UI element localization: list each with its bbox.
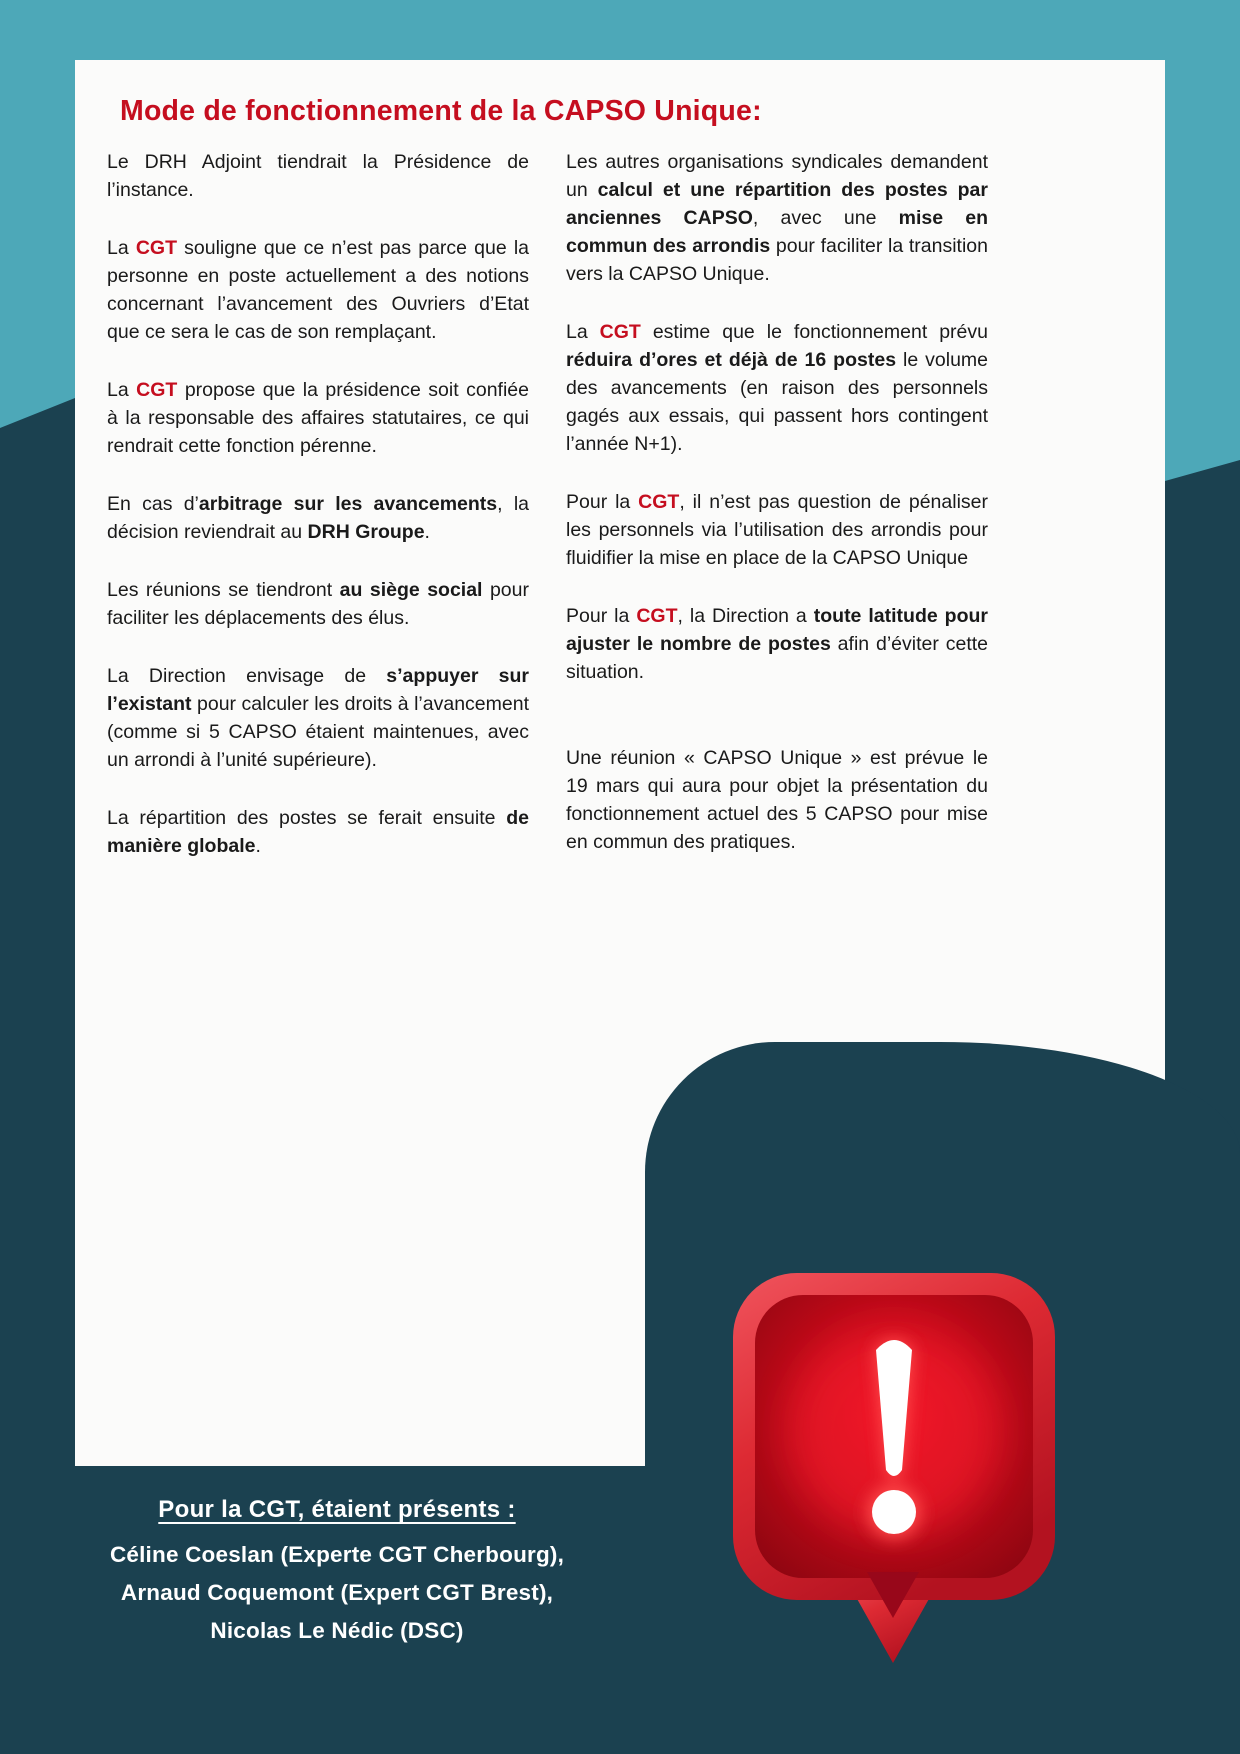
text-segment: Une réunion « CAPSO Unique » est prévue le 19 mars qui aura pour objet la présentation du fonctionnement actuel des 5 CAPSO pour mise en commun des pratiques. xyxy=(566,747,988,854)
text-segment: pour faciliter les déplacements des élus. xyxy=(107,579,529,630)
alert-exclamation-icon xyxy=(726,1266,1062,1670)
left-column xyxy=(107,148,529,890)
text-segment: La Direction envisage de xyxy=(107,665,387,688)
paragraph xyxy=(107,662,529,774)
paragraph xyxy=(566,318,988,458)
right-column xyxy=(566,148,988,890)
paragraph xyxy=(107,148,529,204)
text-segment: Les réunions se tiendront xyxy=(107,579,340,602)
text-segment: , il n’est pas question de pénaliser les personnels via l’utilisation des arrondis pour fluidifier la mise en place de la CAPSO Unique xyxy=(566,491,988,570)
paragraph xyxy=(107,234,529,346)
attendee-line: Nicolas Le Nédic (DSC) xyxy=(210,1618,464,1643)
two-column-layout xyxy=(75,148,1165,890)
cgt-highlight: CGT xyxy=(599,321,641,344)
bold-text: s’appuyer sur l’existant xyxy=(107,665,529,716)
text-segment: , la décision reviendrait au xyxy=(107,493,529,544)
text-segment: La xyxy=(107,379,137,402)
text-segment: . xyxy=(424,521,430,544)
footer-title: Pour la CGT, étaient présents : xyxy=(158,1496,516,1523)
text-segment: souligne que ce n’est pas parce que la personne en poste actuellement a des notions concernant l’avancement des Ouvriers d’Etat que ce sera le cas de son remplaçant. xyxy=(107,237,530,344)
paragraph xyxy=(107,576,529,632)
text-segment: La xyxy=(107,237,136,260)
footer-attendees xyxy=(75,1496,599,1650)
bold-text: toute latitude pour ajuster le nombre de postes xyxy=(566,605,989,656)
bold-text: arbitrage sur les avancements xyxy=(198,493,498,516)
bold-text: de manière globale xyxy=(107,807,529,858)
text-segment: , la Direction a xyxy=(677,605,814,628)
paragraph xyxy=(107,490,529,546)
text-segment: estime que le fonctionnement prévu xyxy=(640,321,988,344)
paragraph xyxy=(566,148,988,288)
cgt-highlight: CGT xyxy=(136,379,178,402)
text-segment: La répartition des postes se ferait ensuite xyxy=(107,807,507,830)
bold-text: au siège social xyxy=(339,579,483,602)
cgt-highlight: CGT xyxy=(638,491,680,514)
text-segment: . xyxy=(255,835,261,858)
paragraph xyxy=(566,744,988,856)
text-segment: afin d’éviter cette situation. xyxy=(566,633,988,684)
cgt-highlight: CGT xyxy=(135,237,178,260)
text-segment: pour faciliter la transition vers la CAPSO Unique. xyxy=(566,235,988,286)
paragraph xyxy=(107,804,529,860)
attendee-line: Arnaud Coquemont (Expert CGT Brest), xyxy=(120,1580,554,1605)
bold-text: réduira d’ores et déjà de 16 postes xyxy=(566,349,897,372)
attendee-line: Céline Coeslan (Experte CGT Cherbourg), xyxy=(109,1542,565,1567)
paragraph xyxy=(566,488,988,572)
text-segment: pour calculer les droits à l’avancement (comme si 5 CAPSO étaient maintenues, avec un arrondi à l’unité supérieure). xyxy=(107,693,529,772)
text-segment: Pour la xyxy=(566,605,637,628)
text-segment: La xyxy=(566,321,600,344)
paragraph xyxy=(566,602,988,686)
text-segment: En cas d’ xyxy=(107,493,199,516)
text-segment: Les autres organisations syndicales demandent un xyxy=(566,151,988,202)
bold-text: mise en commun des arrondis xyxy=(566,207,988,258)
text-segment: Le DRH Adjoint tiendrait la Présidence de l’instance. xyxy=(107,151,529,202)
text-segment: propose que la présidence soit confiée à la responsable des affaires statutaires, ce qui rendrait cette fonction pérenne. xyxy=(107,379,529,458)
attendee-list xyxy=(75,1536,599,1650)
page-title: Mode de fonctionnement de la CAPSO Unique: xyxy=(120,95,762,127)
bold-text: DRH Groupe xyxy=(307,521,425,544)
bold-text: calcul et une répartition des postes par anciennes CAPSO xyxy=(566,179,988,230)
text-segment: , avec une xyxy=(752,207,899,230)
text-segment: Pour la xyxy=(566,491,639,514)
paragraph xyxy=(107,376,529,460)
cgt-highlight: CGT xyxy=(636,605,678,628)
text-segment: le volume des avancements (en raison des personnels gagés aux essais, qui passent hors contingent l’année N+1). xyxy=(566,349,989,456)
